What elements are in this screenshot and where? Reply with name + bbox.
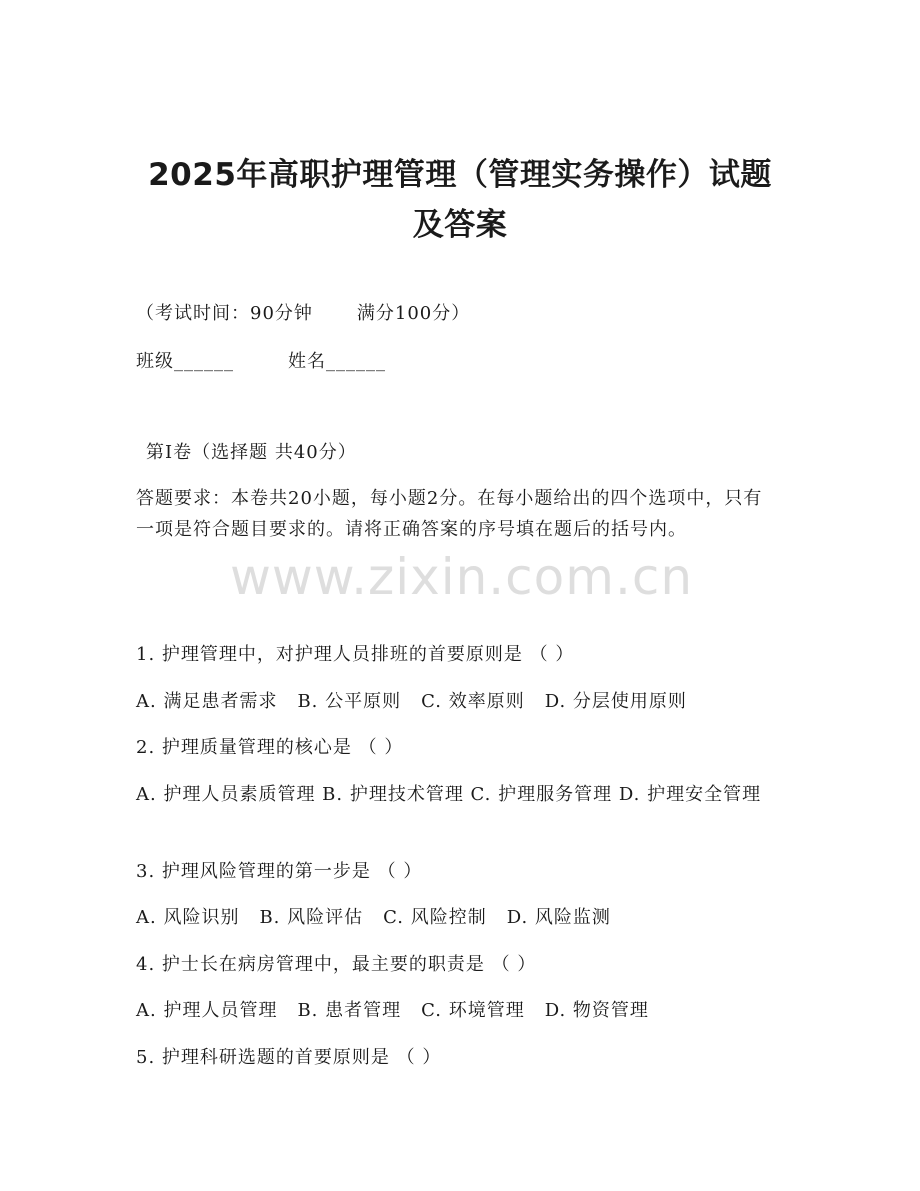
section-heading: 第Ⅰ卷（选择题 共40分） <box>146 442 357 463</box>
name-field: 姓名______ <box>288 351 386 372</box>
option: D. 风险监测 <box>506 907 611 928</box>
question-5-stem: 5. 护理科研选题的首要原则是 （ ） <box>136 1047 442 1068</box>
question-4-stem: 4. 护士长在病房管理中，最主要的职责是 （ ） <box>136 954 537 975</box>
title-line-1: 2025年高职护理管理（管理实务操作）试题 <box>148 157 772 193</box>
option: B. 患者管理 <box>297 1000 402 1021</box>
option: A. 满足患者需求 <box>136 691 278 712</box>
option: D. 分层使用原则 <box>544 691 687 712</box>
question-2-stem: 2. 护理质量管理的核心是 （ ） <box>136 737 404 758</box>
option: D. 物资管理 <box>544 1000 649 1021</box>
option: C. 效率原则 <box>421 691 525 712</box>
exam-time: （考试时间：90分钟 <box>136 303 313 324</box>
option: B. 风险评估 <box>259 907 364 928</box>
question-3-options <box>136 902 611 933</box>
question-3-stem: 3. 护理风险管理的第一步是 （ ） <box>136 861 423 882</box>
student-fields <box>136 346 386 377</box>
option: C. 环境管理 <box>421 1000 525 1021</box>
title-line-2: 及答案 <box>412 207 508 243</box>
option: A. 风险识别 <box>136 907 240 928</box>
exam-info <box>136 298 470 329</box>
question-2-options: A. 护理人员素质管理 B. 护理技术管理 C. 护理服务管理 D. 护理安全管理 <box>136 784 762 805</box>
option: C. 风险控制 <box>383 907 487 928</box>
option: A. 护理人员管理 <box>136 1000 278 1021</box>
class-field: 班级______ <box>136 351 234 372</box>
watermark: www.zixin.com.cn <box>230 548 694 606</box>
question-1-options <box>136 686 687 717</box>
question-4-options <box>136 995 649 1026</box>
question-1-stem: 1. 护理管理中，对护理人员排班的首要原则是 （ ） <box>136 644 575 665</box>
exam-score: 满分100分） <box>356 303 471 324</box>
option: B. 公平原则 <box>297 691 402 712</box>
section-instructions: 答题要求：本卷共20小题，每小题2分。在每小题给出的四个选项中，只有一项是符合题目要求的。请将正确答案的序号填在题后的括号内。 <box>136 488 763 540</box>
document-title <box>100 150 820 250</box>
